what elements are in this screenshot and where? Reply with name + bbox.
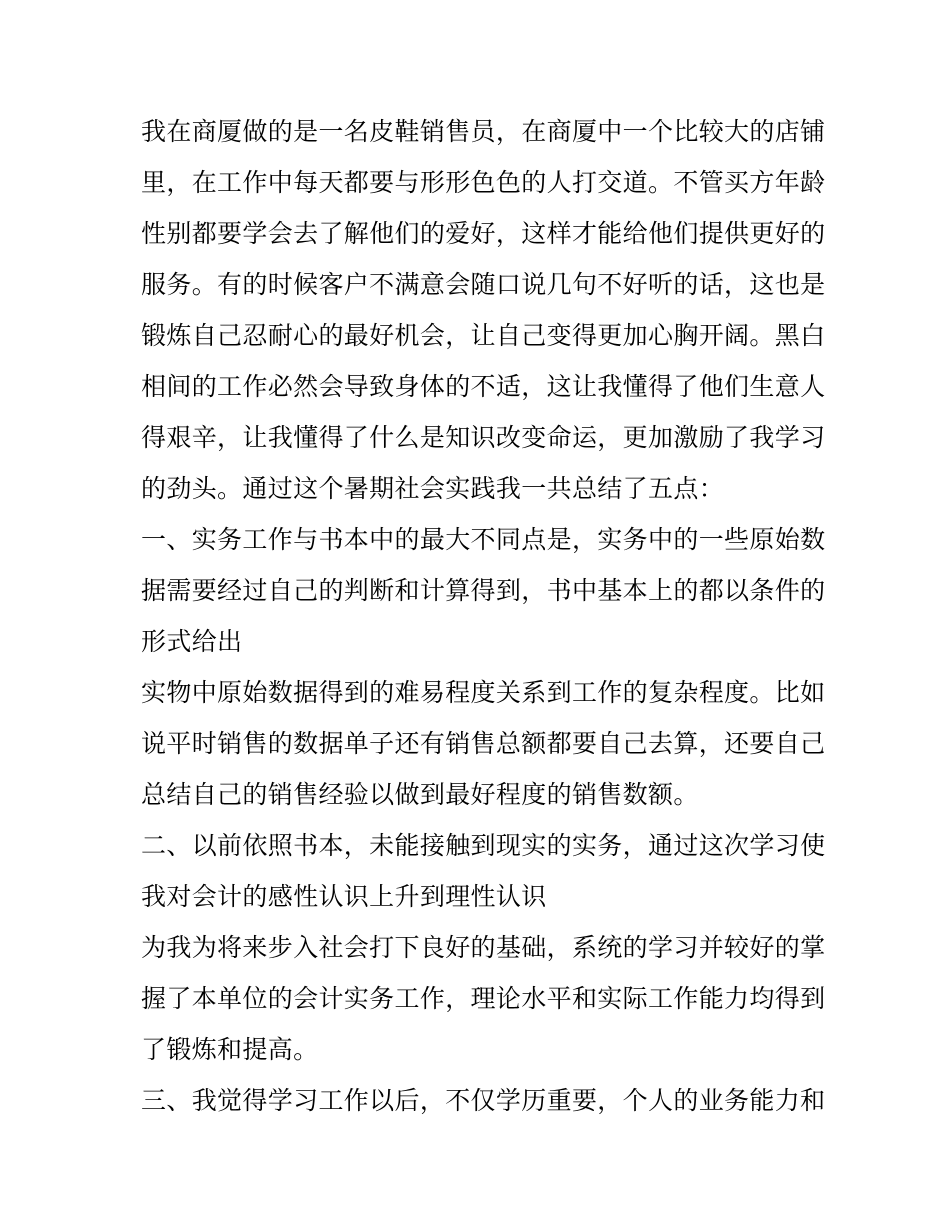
text-line: 锻炼自己忍耐心的最好机会，让自己变得更加心胸开阔。黑白 bbox=[141, 321, 826, 350]
text-line: 为我为将来步入社会打下良好的基础，系统的学习并较好的掌 bbox=[141, 933, 826, 962]
text-line: 得艰辛，让我懂得了什么是知识改变命运，更加激励了我学习 bbox=[141, 423, 826, 452]
body-text bbox=[141, 106, 826, 1126]
text-line: 三、我觉得学习工作以后，不仅学历重要，个人的业务能力和 bbox=[141, 1086, 826, 1115]
text-line: 的劲头。通过这个暑期社会实践我一共总结了五点： bbox=[141, 474, 725, 503]
text-line: 总结自己的销售经验以做到最好程度的销售数额。 bbox=[141, 780, 699, 809]
text-line: 据需要经过自己的判断和计算得到，书中基本上的都以条件的 bbox=[141, 576, 826, 605]
text-line: 相间的工作必然会导致身体的不适，这让我懂得了他们生意人 bbox=[141, 372, 826, 401]
text-line: 一、实务工作与书本中的最大不同点是，实务中的一些原始数 bbox=[141, 525, 826, 554]
text-line: 二、以前依照书本，未能接触到现实的实务，通过这次学习使 bbox=[141, 831, 826, 860]
text-line: 我对会计的感性认识上升到理性认识 bbox=[141, 882, 547, 911]
text-line: 了锻炼和提高。 bbox=[141, 1035, 319, 1064]
text-line: 实物中原始数据得到的难易程度关系到工作的复杂程度。比如 bbox=[141, 678, 826, 707]
text-line: 说平时销售的数据单子还有销售总额都要自己去算，还要自己 bbox=[141, 729, 826, 758]
text-line: 里，在工作中每天都要与形形色色的人打交道。不管买方年龄 bbox=[141, 168, 826, 197]
text-line: 性别都要学会去了解他们的爱好，这样才能给他们提供更好的 bbox=[141, 219, 826, 248]
text-line: 服务。有的时候客户不满意会随口说几句不好听的话，这也是 bbox=[141, 270, 826, 299]
text-line: 形式给出 bbox=[141, 627, 243, 656]
text-line: 我在商厦做的是一名皮鞋销售员，在商厦中一个比较大的店铺 bbox=[141, 117, 826, 146]
text-line: 握了本单位的会计实务工作，理论水平和实际工作能力均得到 bbox=[141, 984, 826, 1013]
